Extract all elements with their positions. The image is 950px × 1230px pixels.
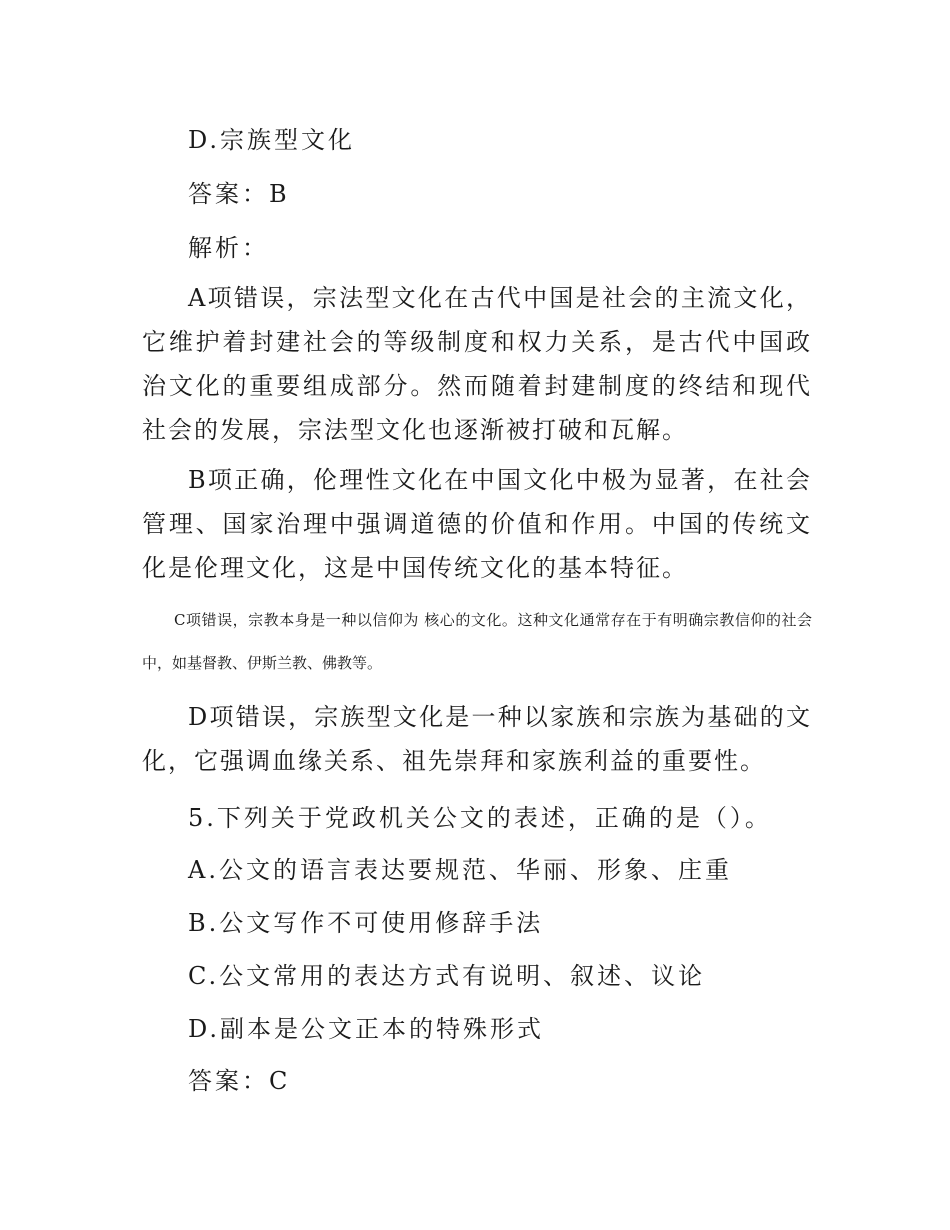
analysis-paragraph-c: C项错误，宗教本身是一种以信仰为 核心的文化。这种文化通常存在于有明确宗教信仰的社会中，如基督教、伊斯兰教、佛教等。 — [142, 611, 812, 672]
analysis-paragraph-d: D项错误，宗族型文化是一种以家族和宗族为基础的文化，它强调血缘关系、祖先崇拜和家族利益的重要性。 — [142, 703, 812, 775]
analysis-paragraph-b: B项正确，伦理性文化在中国文化中极为显著，在社会管理、国家治理中强调道德的价值和作用。中国的传统文化是伦理文化，这是中国传统文化的基本特征。 — [142, 466, 812, 582]
question-5-answer: 答案：C — [188, 1067, 291, 1095]
question-5-option-d: D.副本是公文正本的特殊形式 — [188, 1015, 545, 1043]
prev-option-d: D.宗族型文化 — [188, 126, 356, 154]
prev-answer: 答案：B — [188, 180, 290, 208]
analysis-label: 解析： — [188, 234, 269, 262]
question-5-option-c: C.公文常用的表达方式有说明、叙述、议论 — [188, 962, 706, 990]
question-5-option-b: B.公文写作不可使用修辞手法 — [188, 909, 544, 937]
question-5-option-a: A.公文的语言表达要规范、华丽、形象、庄重 — [188, 856, 732, 884]
analysis-paragraph-a: A项错误，宗法型文化在古代中国是社会的主流文化，它维护着封建社会的等级制度和权力关系，是古代中国政治文化的重要组成部分。然而随着封建制度的终结和现代社会的发展，宗法型文化也逐渐被打破和瓦解。 — [142, 284, 812, 444]
question-5-stem: 5.下列关于党政机关公文的表述，正确的是（）。 — [188, 804, 772, 832]
